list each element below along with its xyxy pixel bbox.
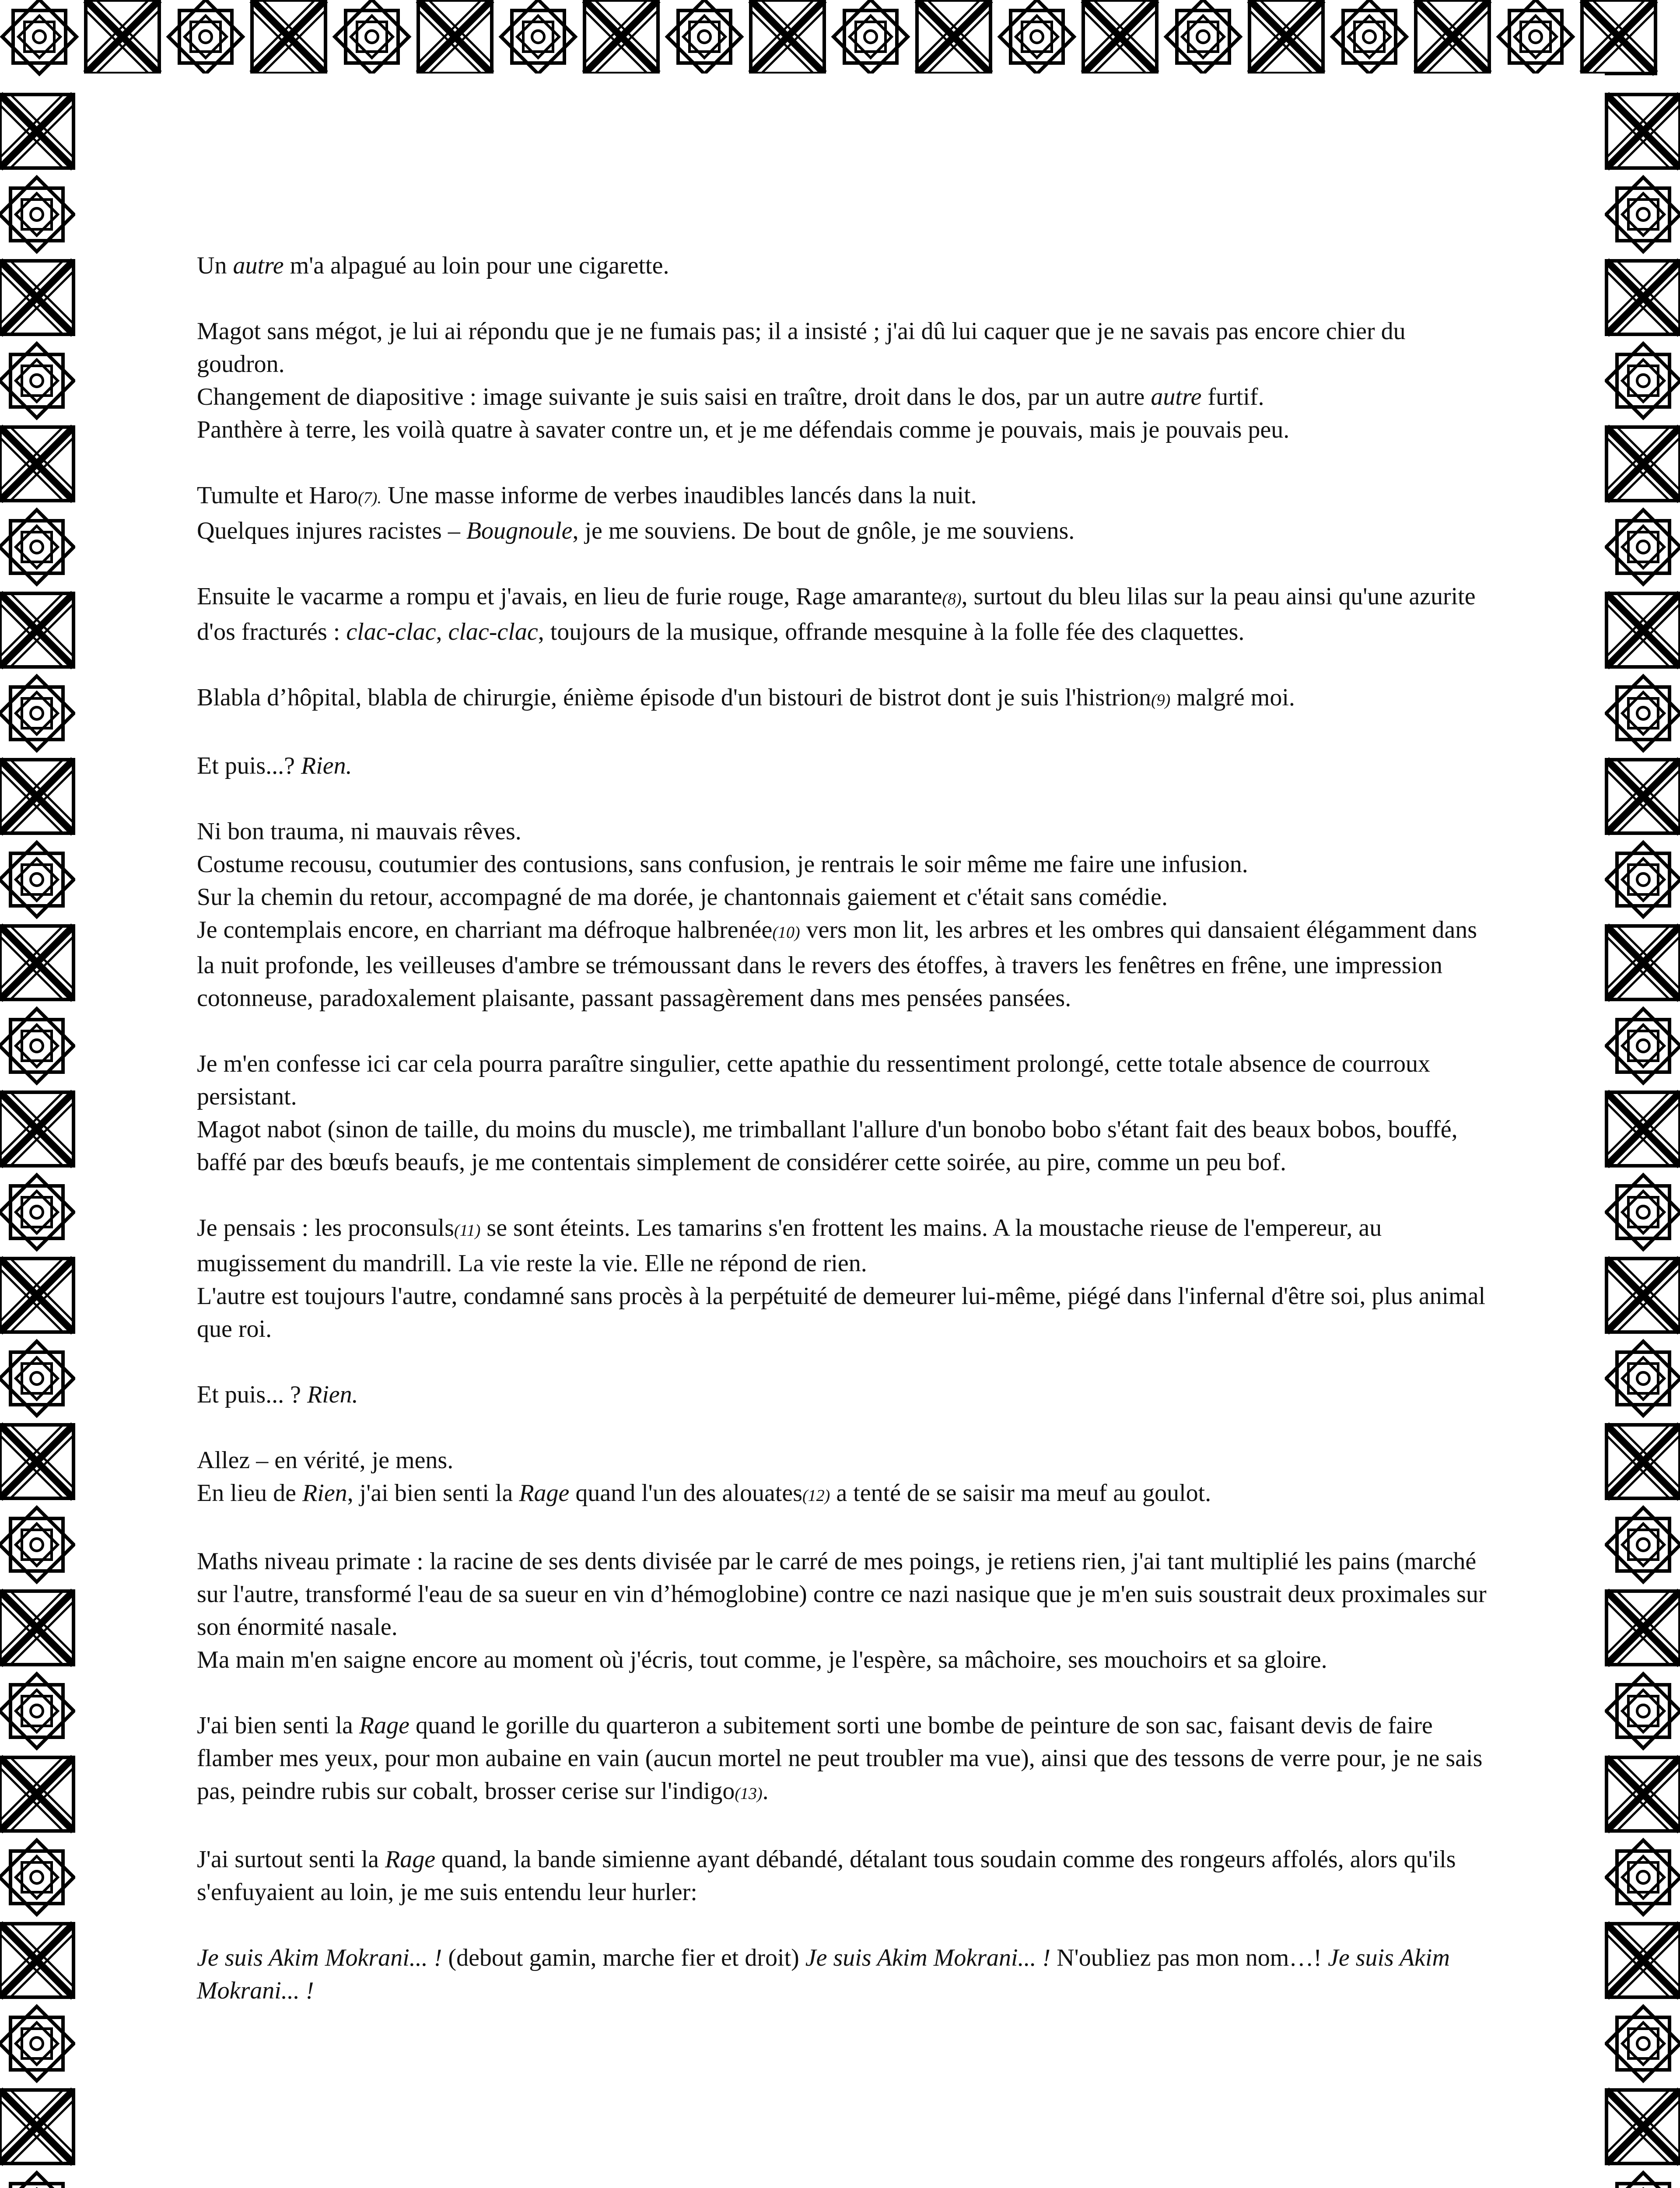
- footnote-ref: (9): [1151, 691, 1171, 709]
- text-run: N'oubliez pas mon nom…!: [1050, 1944, 1328, 1971]
- text-run: , j'ai bien senti la: [347, 1480, 519, 1507]
- text-line: [197, 1477, 1488, 1512]
- rosette-ornament: [1332, 0, 1407, 74]
- rosette-ornament: [168, 0, 243, 74]
- text-run: Je m'en confesse ici car cela pourra paraître singulier, cette apathie du ressentiment prolongé, cette totale absence de courroux persistant.: [197, 1050, 1431, 1110]
- text-run: furtif.: [1201, 383, 1264, 410]
- text-line: [197, 249, 1488, 282]
- text-run: quand l'un des alouates: [569, 1480, 803, 1507]
- cross-ornament: [584, 0, 658, 74]
- text-run: Costume recousu, coutumier des contusions, sans confusion, je rentrais le soir même me faire une infusion.: [197, 851, 1248, 878]
- text-line: [197, 1378, 1488, 1411]
- rosette-ornament: [1606, 676, 1680, 750]
- text-run: Blabla d’hôpital, blabla de chirurgie, énième épisode d'un bistouri de bistrot dont je suis l'histrion: [197, 684, 1151, 711]
- rosette-ornament: [1606, 1341, 1680, 1416]
- cross-ornament: [1606, 2090, 1680, 2163]
- text-line: [197, 515, 1488, 547]
- paragraph: [197, 580, 1488, 649]
- paragraph: [197, 681, 1488, 717]
- rosette-ornament: [1606, 344, 1680, 418]
- text-run: ,: [436, 618, 448, 645]
- rosette-ornament: [0, 1175, 74, 1249]
- text-run: Ma main m'en saigne encore au moment où j'écris, tout comme, je l'espère, sa mâchoire, ses mouchoirs et sa gloire.: [197, 1646, 1327, 1673]
- paragraph: [197, 1843, 1488, 1909]
- cross-ornament: [0, 1092, 74, 1166]
- text-run: (debout gamin, marche fier et droit): [442, 1944, 805, 1971]
- text-run: Panthère à terre, les voilà quatre à savater contre un, et je me défendais comme je pouvais, mais je pouvais peu.: [197, 416, 1290, 443]
- rosette-ornament: [501, 0, 575, 74]
- text-run: Un: [197, 252, 233, 279]
- rosette-ornament: [0, 1009, 74, 1083]
- text-line: [197, 881, 1488, 914]
- text-run: , toujours de la musique, offrande mesquine à la folle fée des claquettes.: [538, 618, 1245, 645]
- footnote-ref: (8): [942, 590, 962, 608]
- paragraph: [197, 1709, 1488, 1810]
- cross-ornament: [1606, 1259, 1680, 1332]
- text-run: Une masse informe de verbes inaudibles lancés dans la nuit.: [381, 482, 977, 509]
- text-run: , surtout du bleu lilas sur la peau ainsi qu'une azurite d'os fracturés :: [197, 583, 1476, 645]
- paragraph: [197, 750, 1488, 782]
- text-line: [197, 1444, 1488, 1477]
- text-line: [197, 1113, 1488, 1179]
- footnote-ref: (10): [772, 923, 800, 942]
- text-run: quand le gorille du quarteron a subitement sorti une bombe de peinture de son sac, faisant devis de faire flamber mes yeux, pour mon aubaine en vain (aucun mortel ne peut troubler ma vue), ainsi que des tessons de verre pour, je ne sais pas, peindre rubis sur cobalt, brosser cerise sur l'indigo: [197, 1712, 1483, 1805]
- text-run: J'ai surtout senti la: [197, 1846, 385, 1873]
- italic-text: autre: [1151, 383, 1202, 410]
- text-line: [197, 1280, 1488, 1346]
- rosette-ornament: [1606, 1009, 1680, 1083]
- cross-ornament: [751, 0, 824, 74]
- text-run: a tenté de se saisir ma meuf au goulot.: [830, 1480, 1211, 1507]
- italic-text: Rage: [385, 1846, 436, 1873]
- text-run: Je contemplais encore, en charriant ma défroque halbrenée: [197, 916, 773, 943]
- text-line: [197, 1709, 1488, 1810]
- text-run: En lieu de: [197, 1480, 303, 1507]
- cross-ornament: [1250, 0, 1323, 74]
- italic-text: clac-clac: [448, 618, 538, 645]
- paragraph: [197, 1378, 1488, 1411]
- rosette-ornament: [0, 510, 74, 584]
- text-run: Magot sans mégot, je lui ai répondu que je ne fumais pas; il a insisté ; j'ai dû lui caquer que je ne savais pas encore chier du goudron.: [197, 318, 1406, 378]
- text-line: [197, 1942, 1488, 2007]
- footnote-ref: (13): [735, 1785, 763, 1803]
- text-line: [197, 681, 1488, 717]
- rosette-ornament: [667, 0, 742, 74]
- cross-ornament: [0, 95, 74, 168]
- cross-ornament: [1606, 1924, 1680, 1997]
- italic-text: Rage: [519, 1480, 570, 1507]
- cross-ornament: [0, 760, 74, 833]
- text-run: malgré moi.: [1170, 684, 1295, 711]
- cross-ornament: [0, 1757, 74, 1831]
- rosette-ornament: [0, 1341, 74, 1416]
- text-line: [197, 815, 1488, 848]
- text-run: m'a alpagué au loin pour une cigarette.: [284, 252, 669, 279]
- footnote-ref: (12): [802, 1487, 830, 1505]
- text-run: , je me souviens. De bout de gnôle, je me souviens.: [572, 517, 1075, 544]
- text-run: Maths niveau primate : la racine de ses dents divisée par le carré de mes poings, je retiens rien, j'ai tant multiplié les pains (marché sur l'autre, transformé l'eau de sa sueur en vin d’hémoglobine) contre ce nazi nasique que je m'en suis soustrait deux proximales sur son énormité nasale.: [197, 1548, 1487, 1641]
- text-line: [197, 1644, 1488, 1676]
- body-text: [197, 249, 1488, 2040]
- text-line: [197, 315, 1488, 381]
- rosette-ornament: [1166, 0, 1240, 74]
- text-run: Ensuite le vacarme a rompu et j'avais, en lieu de furie rouge, Rage amarante: [197, 583, 942, 610]
- text-line: [197, 381, 1488, 414]
- italic-text: Rien: [302, 1480, 347, 1507]
- cross-ornament: [917, 0, 990, 74]
- text-run: Changement de diapositive : image suivante je suis saisi en traître, droit dans le dos, par un autre: [197, 383, 1151, 410]
- italic-text: Je suis Akim Mokrani... !: [197, 1944, 442, 1971]
- rosette-ornament: [0, 2173, 74, 2188]
- cross-ornament: [0, 1591, 74, 1665]
- cross-ornament: [1606, 1757, 1680, 1831]
- text-run: Magot nabot (sinon de taille, du moins du muscle), me trimballant l'allure d'un bonobo bobo s'étant fait des beaux bobos, bouffé, baffé par des bœufs beaufs, je me contentais simplement de considérer cette soirée, au pire, comme un peu bof.: [197, 1116, 1458, 1176]
- rosette-ornament: [0, 344, 74, 418]
- cross-ornament: [1606, 1092, 1680, 1166]
- cross-ornament: [1416, 0, 1489, 74]
- text-line: [197, 1545, 1488, 1644]
- paragraph: [197, 479, 1488, 547]
- rosette-ornament: [0, 842, 74, 917]
- cross-ornament: [0, 261, 74, 334]
- italic-text: clac-clac: [346, 618, 436, 645]
- rosette-ornament: [1606, 1175, 1680, 1249]
- rosette-ornament: [0, 1674, 74, 1748]
- text-line: [197, 1212, 1488, 1280]
- italic-text: Je suis Akim Mokrani... !: [805, 1944, 1051, 1971]
- rosette-ornament: [1498, 0, 1573, 74]
- rosette-ornament: [1606, 1840, 1680, 1914]
- rosette-ornament: [1606, 1674, 1680, 1748]
- text-line: [197, 914, 1488, 1015]
- cross-ornament: [0, 926, 74, 999]
- text-run: Quelques injures racistes –: [197, 517, 466, 544]
- rosette-ornament: [0, 1840, 74, 1914]
- cross-ornament: [1606, 593, 1680, 667]
- text-line: [197, 479, 1488, 515]
- cross-ornament: [1606, 1591, 1680, 1665]
- footnote-ref: (11): [454, 1221, 481, 1240]
- cross-ornament: [86, 0, 159, 74]
- paragraph: [197, 815, 1488, 1015]
- paragraph: [197, 1048, 1488, 1179]
- cross-ornament: [1606, 261, 1680, 334]
- rosette-ornament: [1606, 2006, 1680, 2081]
- rosette-ornament: [1000, 0, 1074, 74]
- italic-text: autre: [233, 252, 284, 279]
- rosette-ornament: [1606, 177, 1680, 252]
- cross-ornament: [1606, 95, 1680, 168]
- cross-ornament: [0, 1924, 74, 1997]
- rosette-ornament: [0, 676, 74, 750]
- cross-ornament: [1606, 427, 1680, 501]
- paragraph: [197, 315, 1488, 446]
- cross-ornament: [1606, 1425, 1680, 1498]
- text-run: Et puis...?: [197, 752, 301, 779]
- rosette-ornament: [1606, 510, 1680, 584]
- rosette-ornament: [1606, 842, 1680, 917]
- cross-ornament: [418, 0, 492, 74]
- paragraph: [197, 1212, 1488, 1346]
- italic-text: Je suis Akim Mokrani... !: [197, 1944, 1450, 2004]
- text-line: [197, 848, 1488, 881]
- footnote-ref: (7).: [358, 489, 382, 507]
- rosette-ornament: [1606, 1508, 1680, 1582]
- text-line: [197, 750, 1488, 782]
- text-run: J'ai bien senti la: [197, 1712, 359, 1739]
- text-run: Ni bon trauma, ni mauvais rêves.: [197, 818, 522, 845]
- cross-ornament: [0, 1425, 74, 1498]
- cross-ornament: [0, 1259, 74, 1332]
- text-run: Tumulte et Haro: [197, 482, 358, 509]
- cross-ornament: [0, 427, 74, 501]
- cross-ornament: [0, 593, 74, 667]
- cross-ornament: [252, 0, 326, 74]
- text-run: Allez – en vérité, je mens.: [197, 1447, 454, 1474]
- text-run: se sont éteints. Les tamarins s'en frottent les mains. A la moustache rieuse de l'empereur, au mugissement du mandrill. La vie reste la vie. Elle ne répond de rien.: [197, 1214, 1382, 1277]
- text-line: [197, 414, 1488, 446]
- paragraph: [197, 1545, 1488, 1676]
- cross-ornament: [1582, 0, 1656, 74]
- italic-text: Rage: [359, 1712, 410, 1739]
- cross-ornament: [1606, 926, 1680, 999]
- text-run: Et puis... ?: [197, 1381, 307, 1408]
- rosette-ornament: [0, 177, 74, 252]
- cross-ornament: [1083, 0, 1157, 74]
- text-run: quand, la bande simienne ayant débandé, détalant tous soudain comme des rongeurs affolés, alors qu'ils s'enfuyaient au loin, je me suis entendu leur hurler:: [197, 1846, 1456, 1906]
- rosette-ornament: [0, 2006, 74, 2081]
- paragraph: [197, 1942, 1488, 2007]
- text-run: .: [762, 1778, 769, 1805]
- text-run: Je pensais : les proconsuls: [197, 1214, 454, 1241]
- rosette-ornament: [833, 0, 908, 74]
- text-line: [197, 580, 1488, 649]
- rosette-ornament: [1606, 2173, 1680, 2188]
- text-line: [197, 1843, 1488, 1909]
- italic-text: Bougnoule: [466, 517, 573, 544]
- italic-text: Rien.: [301, 752, 352, 779]
- text-line: [197, 1048, 1488, 1113]
- cross-ornament: [0, 2090, 74, 2163]
- rosette-ornament: [2, 0, 77, 74]
- rosette-ornament: [335, 0, 409, 74]
- italic-text: Rien.: [307, 1381, 358, 1408]
- text-run: Sur la chemin du retour, accompagné de ma dorée, je chantonnais gaiement et c'était sans comédie.: [197, 884, 1168, 911]
- paragraph: [197, 249, 1488, 282]
- text-run: vers mon lit, les arbres et les ombres qui dansaient élégamment dans la nuit profonde, les veilleuses d'ambre se trémoussant dans le revers des étoffes, à travers les fenêtres en frêne, une impression cotonneuse, paradoxalement plaisante, passant passagèrement dans mes pensées pansées.: [197, 916, 1477, 1012]
- text-run: L'autre est toujours l'autre, condamné sans procès à la perpétuité de demeurer lui-même, piégé dans l'infernal d'être soi, plus animal que roi.: [197, 1283, 1486, 1343]
- rosette-ornament: [0, 1508, 74, 1582]
- cross-ornament: [1606, 760, 1680, 833]
- paragraph: [197, 1444, 1488, 1512]
